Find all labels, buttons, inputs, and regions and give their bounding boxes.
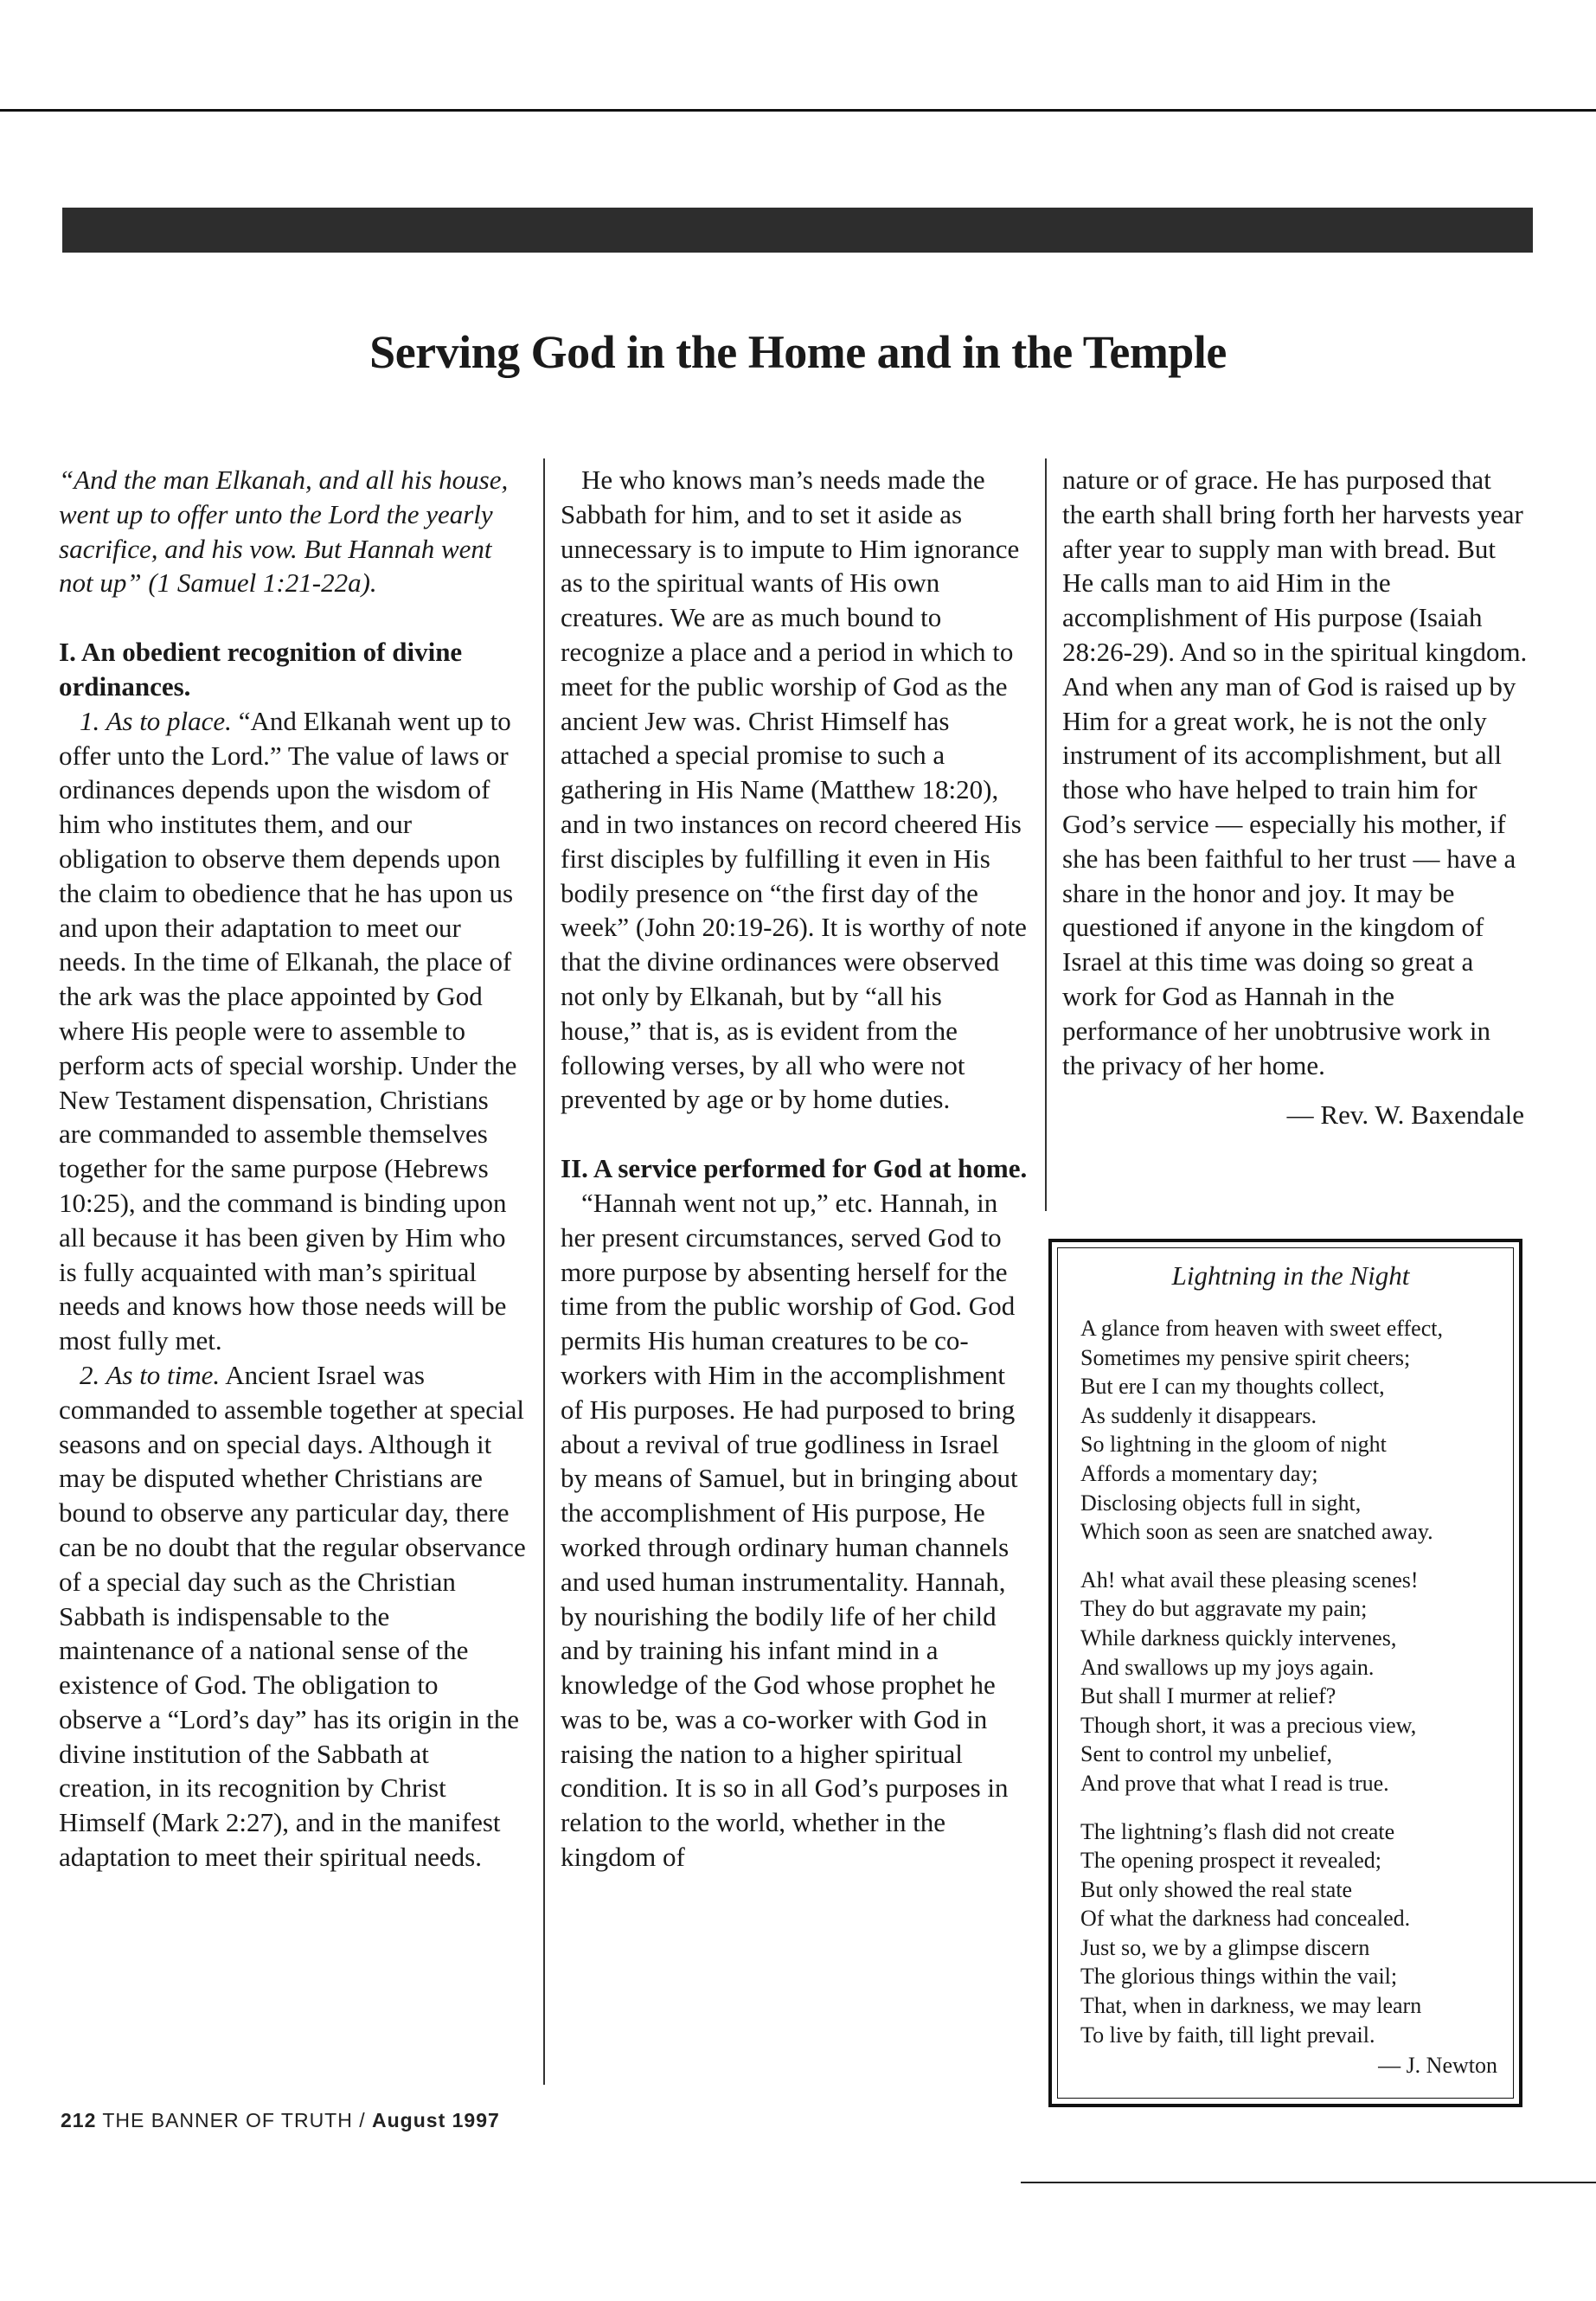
header-band [62,208,1533,253]
poem-title: Lightning in the Night [1171,1260,1410,1291]
epigraph: “And the man Elkanah, and all his house, went up to offer unto the Lord the yearly sacrifice, and his vow. But Hannah went not up” (1 Samuel 1:21-22a). [59,465,509,599]
poem-line: While darkness quickly intervenes, [1080,1625,1397,1650]
poem-stanza-2 [1080,1566,1501,1798]
paragraph-as-to-time [59,1358,526,1875]
poem-line: A glance from heaven with sweet effect, [1080,1316,1443,1341]
poem-line: As suddenly it disappears. [1080,1402,1317,1428]
poem-line: And prove that what I read is true. [1080,1770,1389,1796]
column-3 [1062,463,1529,1132]
poem-line: Sometimes my pensive spirit cheers; [1080,1344,1411,1370]
as-to-time-text: Ancient Israel was commanded to assemble together at special seasons and on special days. Although it may be disputed whether Christians are bound to observe any particular day, there can be no doubt that the regular observance of a special day such as the Christian Sabbath is indispensable to the maintenance of a national sense of the existence of God. The obligation to observe a “Lord’s day” has its origin in the divine institution of the Sabbath at creation, in its recognition by Christ Himself (Mark 2:27), and in the manifest adaptation to meet their spiritual needs. [59,1359,526,1873]
column-2 [561,463,1028,1875]
poem-line: The glorious things within the vail; [1080,1964,1398,1990]
poem-line: They do but aggravate my pain; [1080,1596,1368,1622]
poem-line: Disclosing objects full in sight, [1080,1490,1362,1516]
poem-line: And swallows up my joys again. [1080,1654,1375,1680]
poem-line: Ah! what avail these pleasing scenes! [1080,1567,1419,1593]
poem-line: But ere I can my thoughts collect, [1080,1374,1385,1400]
publication-name: THE BANNER OF TRUTH [102,2109,353,2131]
as-to-place-text: “And Elkanah went up to offer unto the Lord.” The value of laws or ordinances depends upon the wisdom of him who institutes them, and our obligation to observe them depends upon the claim to obedience that he has upon us and upon their adaptation to meet our needs. In the time of Elkanah, the place of the ark was the place appointed by God where His people were to assemble to perform acts of special worship. Under the New Testament dispensation, Christians are commanded to assemble themselves together for the same purpose (Hebrews 10:25), and the command is binding upon all because it has been given by Him who is fully acquainted with man’s spiritual needs and knows how those needs will be most fully met. [59,705,517,1356]
section-2-heading: II. A service performed for God at home. [561,1153,1028,1184]
poem-line: Sent to control my unbelief, [1080,1741,1333,1767]
poem-box [1048,1239,1522,2107]
poem-stanza-1 [1080,1314,1501,1547]
poem-line: To live by faith, till light prevail. [1080,2022,1375,2048]
as-to-time-label: 2. As to time. [80,1359,221,1390]
column-2-paragraph-1: He who knows man’s needs made the Sabbath for him, and to set it aside as unnecessary is to impute to Him ignorance as to the spiritual wants of His own creatures. We are as much bound to recognize a place and a period in which to meet for the public worship of God as the ancient Jew was. Christ Himself has attached a special promise to such a gathering in His Name (Matthew 18:20), and in two instances on record cheered His first disciples by fulfilling it even in His bodily presence on “the first day of the week” (John 20:19-26). It is worthy of note that the divine ordinances were observed not only by Elkanah, but by “all his house,” that is, as is evident from the following verses, by all who were not prevented by age or by home duties. [561,465,1027,1115]
author-signature: — Rev. W. Baxendale [1286,1099,1524,1131]
poem-line: That, when in darkness, we may learn [1080,1993,1422,2019]
footer-separator: / [359,2109,366,2131]
poem-inner-frame [1057,1247,1514,2099]
section-1-heading: I. An obedient recognition of divine ordinances. [59,637,463,702]
column-divider-1 [543,458,545,2085]
issue-date: August 1997 [372,2109,500,2131]
poem-line: Which soon as seen are snatched away. [1080,1519,1433,1545]
poem-line: Of what the darkness had concealed. [1080,1906,1411,1932]
article-title: Serving God in the Home and in the Temple [369,326,1227,378]
column-divider-2 [1045,458,1047,1211]
poem-line: The opening prospect it revealed; [1080,1848,1381,1874]
as-to-place-label: 1. As to place. [80,705,232,736]
poem-line: Though short, it was a precious view, [1080,1712,1417,1738]
paragraph-as-to-place [59,704,526,1358]
bottom-rule [1021,2182,1596,2183]
poem-line: The lightning’s flash did not create [1080,1818,1395,1844]
poem-line: So lightning in the gloom of night [1080,1432,1387,1458]
top-rule [0,109,1596,112]
column-2-paragraph-2: “Hannah went not up,” etc. Hannah, in her present circumstances, served God to more purpose by absenting herself for the time from the public worship of God. God permits His human creatures to be co-workers with Him in the accomplishment of His purposes. He had purposed to bring about a revival of true godliness in Israel by means of Samuel, but in bringing about the accomplishment of His purpose, He worked through ordinary human channels and used human instrumentality. Hannah, by nourishing the bodily life of her child and by training his infant mind in a knowledge of the God whose prophet he was to be, was a co-worker with God in raising the nation to a higher spiritual condition. It is so in all God’s purposes in relation to the world, whether in the kingdom of [561,1187,1018,1873]
column-3-paragraph: nature or of grace. He has purposed that the earth shall bring forth her harvests year after year to supply man with bread. But He calls man to aid Him in the accomplishment of His purpose (Isaiah 28:26-29). And so in the spiritual kingdom. And when any man of God is raised up by Him for a great work, he is not the only instrument of its accomplishment, but all those who have helped to train him for God’s service — especially his mother, if she has been faithful to her trust — have a share in the honor and joy. It may be questioned if anyone in the kingdom of Israel at this time was doing so great a work for God as Hannah in the performance of her unobtrusive work in the privacy of her home. [1062,465,1528,1080]
poem-credit: — J. Newton [1378,2053,1497,2079]
poem-line: But shall I murmer at relief? [1080,1683,1336,1709]
poem-line: Just so, we by a glimpse discern [1080,1934,1370,1960]
page-footer [61,2109,500,2132]
poem-line: Affords a momentary day; [1080,1460,1318,1486]
poem-stanza-3 [1080,1817,1501,2050]
column-1 [59,463,526,1875]
page-number: 212 [61,2109,97,2131]
poem-line: But only showed the real state [1080,1876,1353,1902]
